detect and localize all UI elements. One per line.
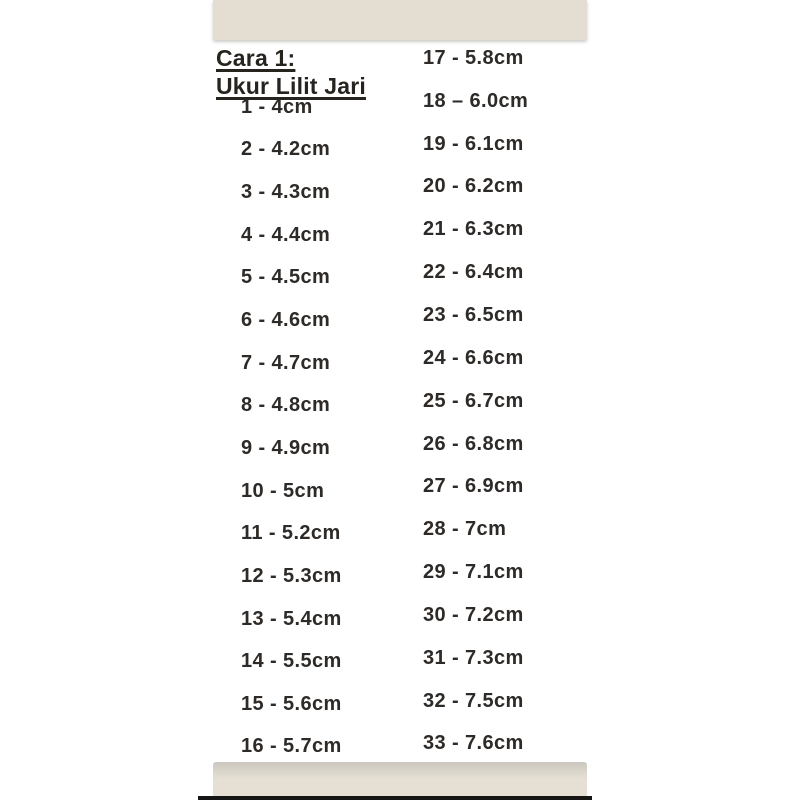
photo-top-paper-edge bbox=[213, 0, 587, 40]
size-list-left bbox=[241, 86, 342, 768]
size-row: 8 - 4.8cm bbox=[241, 394, 331, 417]
size-row: 19 - 6.1cm bbox=[423, 132, 524, 155]
size-row: 3 - 4.3cm bbox=[241, 181, 331, 204]
size-row: 32 - 7.5cm bbox=[423, 689, 524, 712]
size-row: 5 - 4.5cm bbox=[241, 266, 331, 289]
size-row: 28 - 7cm bbox=[423, 518, 507, 541]
size-row: 21 - 6.3cm bbox=[423, 218, 524, 241]
photo-bottom-black-bar bbox=[198, 796, 592, 800]
size-row: 18 – 6.0cm bbox=[423, 89, 529, 112]
size-row: 24 - 6.6cm bbox=[423, 346, 524, 369]
size-row: 9 - 4.9cm bbox=[241, 436, 331, 459]
size-row: 23 - 6.5cm bbox=[423, 303, 524, 326]
size-row: 30 - 7.2cm bbox=[423, 603, 524, 626]
size-row: 6 - 4.6cm bbox=[241, 309, 331, 332]
size-row: 20 - 6.2cm bbox=[423, 175, 524, 198]
size-row: 15 - 5.6cm bbox=[241, 692, 342, 715]
size-row: 17 - 5.8cm bbox=[423, 46, 524, 69]
size-row: 27 - 6.9cm bbox=[423, 475, 524, 498]
size-row: 2 - 4.2cm bbox=[241, 138, 331, 161]
size-row: 31 - 7.3cm bbox=[423, 646, 524, 669]
size-row: 14 - 5.5cm bbox=[241, 650, 342, 673]
size-list-right bbox=[423, 37, 528, 765]
size-row: 10 - 5cm bbox=[241, 479, 325, 502]
size-row: 16 - 5.7cm bbox=[241, 735, 342, 758]
photo-bottom-paper-edge bbox=[213, 762, 587, 797]
size-row: 7 - 4.7cm bbox=[241, 351, 331, 374]
size-row: 1 - 4cm bbox=[241, 95, 313, 118]
chart-title-line2: Ukur Lilit Jari bbox=[216, 73, 366, 99]
size-row: 11 - 5.2cm bbox=[241, 522, 341, 545]
chart-title-line1: Cara 1: bbox=[216, 45, 296, 71]
size-row: 33 - 7.6cm bbox=[423, 732, 524, 755]
size-row: 26 - 6.8cm bbox=[423, 432, 524, 455]
size-row: 13 - 5.4cm bbox=[241, 607, 342, 630]
size-row: 22 - 6.4cm bbox=[423, 261, 524, 284]
size-row: 29 - 7.1cm bbox=[423, 561, 524, 584]
size-row: 25 - 6.7cm bbox=[423, 389, 524, 412]
size-row: 4 - 4.4cm bbox=[241, 223, 331, 246]
size-row: 12 - 5.3cm bbox=[241, 564, 342, 587]
